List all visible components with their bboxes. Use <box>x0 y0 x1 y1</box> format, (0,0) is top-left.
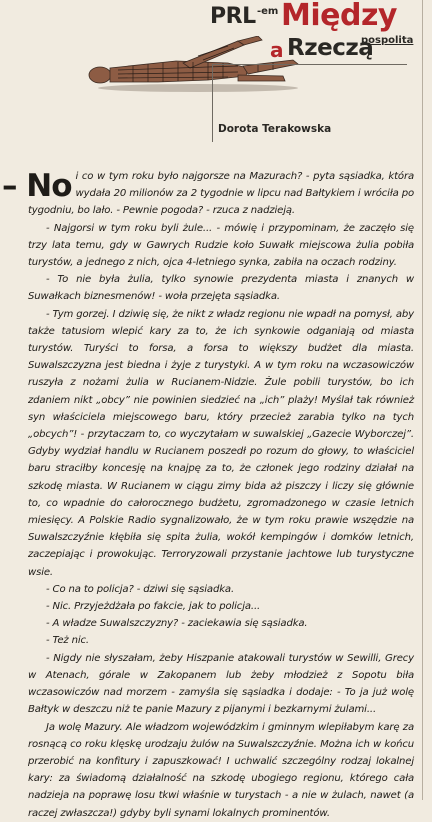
drop-cap: – No <box>2 168 72 204</box>
article-paragraph: - Nigdy nie słyszałam, żeby Hiszpanie atakowali turystów w Sewilli, Grecy w Atenach, górale w Zakopanem lub żeby młodzież z Sopotu biła wczasowiczów nad morzem - zamyśla się sąsiadka i dodaje: - To ja już wolę Bałtyk w deszczu niż te panie Mazury z pijanymi i bezkarnymi żulami... <box>28 652 414 716</box>
article-body <box>2 168 414 822</box>
header-vertical-rule <box>212 64 213 142</box>
article-paragraph: - Najgorsi w tym roku byli żule... - mówię i przypominam, że zaczęło się trzy lata temu, gdy w Gawrych Rudzie koło Suwałk miejscowa żulia pobiła turystów, a jednego z nich, ojca 4-letniego synka, zabiła na oczach rodziny. <box>28 222 414 269</box>
article-paragraph: – No i co w tym roku było najgorsze na Mazurach? - pyta sąsiadka, która wydała 20 milionów za 2 tygodnie w lipcu nad Bałtykiem i wróciła po tygodniu, bo lało. - Pewnie pogoda? - rzuca z nadzieją. <box>2 168 414 217</box>
article-paragraph: - To nie była żulia, tylko synowie prezydenta miasta i znanych w Suwałkach biznesmenów! - woła przejęta sąsiadka. <box>28 274 414 303</box>
author-byline: Dorota Terakowska <box>218 123 332 135</box>
article-paragraph: - Też nic. <box>46 635 89 647</box>
title-em: -em <box>257 6 279 17</box>
title-rzecza: Rzeczą <box>287 35 374 61</box>
article-paragraph: - Co na to policja? - dziwi się sąsiadka. <box>46 583 235 595</box>
title-miedzy: Między <box>281 0 397 33</box>
article-paragraph: - A władze Suwalszczyzny? - zaciekawia się sąsiadka. <box>46 618 308 630</box>
title-pospolita: pospolita <box>361 35 414 46</box>
article-header <box>0 0 432 160</box>
title-prl: PRL <box>210 4 256 29</box>
header-rule <box>212 64 407 65</box>
title-a: a <box>270 38 284 62</box>
article-paragraph: - Nic. Przyjeżdżała po fakcie, jak to policja... <box>46 601 261 613</box>
article-paragraph: - Tym gorzej. I dziwię się, że nikt z władz regionu nie wpadł na pomysł, aby także tatusiom wlepić kary za to, że ich synkowie odganiają od miasta turystów. Turyści to forsa, a forsa to większy budżet dla miasta. Suwalszczyzna jest biedna i żyje z turystyki. A w tym roku na wczasowiczów ruszyła z nożami żulia w Rucianem-Nidzie. Żule pobili turystów, bo ich zdaniem nikt „obcy” nie powinien siedzieć na „ich” plaży! Myślał tak również syn właściciela miejscowego baru, który przecież zarabia tylko na tych „obcych”! - przytaczam to, co wyczytałam w suwalskiej „Gazecie Wyborczej”. Gdyby wydział handlu w Rucianem poszedł po rozum do głowy, to właściciel baru straciłby koncesję na knajpę za to, że członek jego rodziny działał na szkodę miasta. W Rucianem w ciągu zimy bida aż piszczy i liczy się głównie to, co wpadnie do całorocznego budżetu, zgromadzonego w czasie letnich miesięcy. A Polskie Radio sygnalizowało, że w tym roku prawie wszędzie na Suwalszczyźnie kłębiła się spita żulia, wokół kempingów i domków letnich, zaczepiając i prowokując. Terroryzowali przystanie jachtowe lub turystyczne wsie. <box>28 308 414 578</box>
page-edge-rule <box>422 0 423 800</box>
article-paragraph: Ja wolę Mazury. Ale władzom wojewódzkim i gminnym wlepiłabym karę za rosnącą co roku klęskę urodzaju żulów na Suwalszczyźnie. Można ich w końcu przerobić na konfitury i zapuszkować! I uchwalić szczególny rodzaj lokalnej kary: za świadomą działalność na szkodę ubogiego regionu, którego cała nadzieja na poprawę losu tkwi właśnie w turystach - a nie w żulach, nawet (a raczej zwłaszcza!) gdyby byli synami lokalnych prominentów. <box>28 721 414 819</box>
